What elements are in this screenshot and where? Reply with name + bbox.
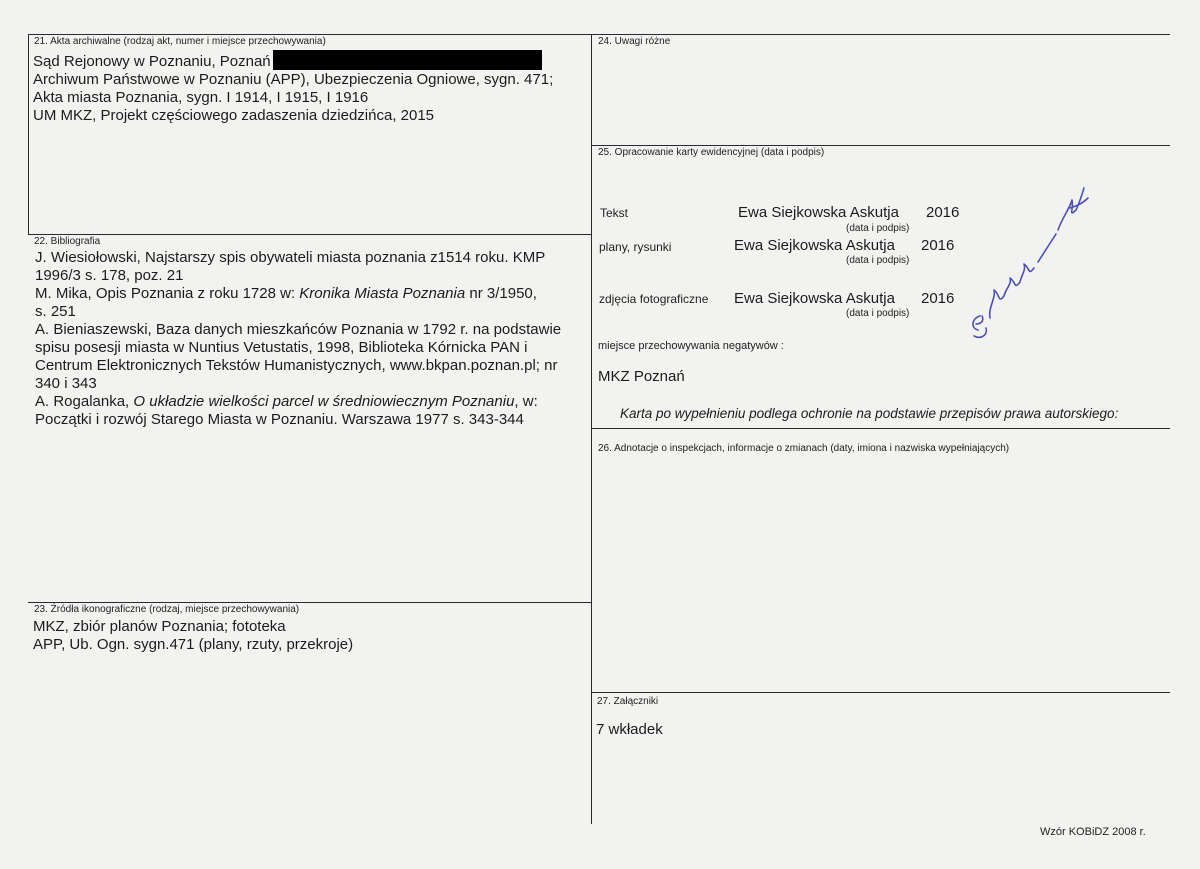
- rule-21-22: [28, 234, 591, 235]
- row-text-name: Tekst: [600, 206, 629, 220]
- field-22-label: 22. Bibliografia: [34, 236, 101, 247]
- row-drawings-hint: (data i podpis): [846, 255, 910, 266]
- iconographic-line-1: MKZ, zbiór planów Poznania; fototeka: [33, 618, 286, 635]
- bib-entry-4-title: O układzie wielkości parcel w średniowiecznym Poznaniu: [133, 393, 515, 410]
- row-drawings-name: plany, rysunki: [599, 240, 672, 254]
- rule-26-27: [591, 692, 1170, 693]
- field-23-content: [33, 618, 588, 654]
- field-21-content: [33, 50, 588, 125]
- bib-entry-1-line-1: J. Wiesiołowski, Najstarszy spis obywateli miasta poznania z1514 roku. KMP: [35, 249, 546, 266]
- attachments-value: 7 wkładek: [596, 721, 663, 738]
- negatives-label: miejsce przechowywania negatywów :: [598, 340, 784, 352]
- bib-entry-2-issue: nr 3/1950,: [465, 285, 537, 302]
- bib-entry-3-line-2: spisu posesji miasta w Nuntius Vetustatis, 1998, Biblioteka Kórnicka PAN i: [35, 339, 528, 356]
- left-border: [28, 34, 29, 234]
- row-drawings-value: Ewa Siejkowska Askutja: [734, 237, 895, 254]
- bib-entry-4-suffix: , w:: [514, 393, 538, 410]
- bib-entry-4-author: A. Rogalanka,: [35, 393, 134, 410]
- row-drawings-year: 2016: [921, 237, 955, 254]
- row-text-value: Ewa Siejkowska Askutja: [738, 204, 899, 221]
- rule-24-25: [591, 145, 1170, 146]
- bib-entry-2-line-1: [35, 285, 590, 303]
- archive-line-1: Archiwum Państwowe w Poznaniu (APP), Ubezpieczenia Ogniowe, sygn. 471;: [33, 71, 554, 88]
- bib-entry-3-line-1: A. Bieniaszewski, Baza danych mieszkańców Poznania w 1792 r. na podstawie: [35, 321, 562, 338]
- archive-line-3: UM MKZ, Projekt częściowego zadaszenia dziedzińca, 2015: [33, 107, 435, 124]
- bib-entry-1-line-2: 1996/3 s. 178, poz. 21: [35, 267, 184, 284]
- row-photos-year: 2016: [921, 290, 955, 307]
- field-27-label: 27. Załączniki: [597, 696, 659, 707]
- bib-entry-2-author: M. Mika, Opis Poznania z roku 1728 w:: [35, 285, 300, 302]
- rule-22-23: [28, 602, 591, 603]
- copyright-notice: Karta po wypełnieniu podlega ochronie na podstawie przepisów prawa autorskiego:: [620, 406, 1119, 421]
- field-26-label: 26. Adnotacje o inspekcjach, informacje o zmianach (daty, imiona i nazwiska wypełniających): [598, 443, 1010, 454]
- bib-entry-4-line-2: Początki i rozwój Starego Miasta w Poznaniu. Warszawa 1977 s. 343-344: [35, 411, 524, 428]
- form-template-footer: Wzór KOBiDZ 2008 r.: [1040, 826, 1146, 838]
- row-text-hint: (data i podpis): [846, 223, 910, 234]
- row-text-year: 2016: [926, 204, 960, 221]
- negatives-value: MKZ Poznań: [598, 368, 685, 385]
- field-24-label: 24. Uwagi różne: [598, 36, 671, 47]
- bib-entry-2-title: Kronika Miasta Poznania: [299, 285, 466, 302]
- iconographic-line-2: APP, Ub. Ogn. sygn.471 (plany, rzuty, przekroje): [33, 636, 354, 653]
- redaction-bar: [273, 50, 542, 70]
- center-divider: [591, 34, 592, 824]
- row-photos-value: Ewa Siejkowska Askutja: [734, 290, 895, 307]
- row-photos-name: zdjęcia fotograficzne: [599, 292, 709, 306]
- archive-line-2: Akta miasta Poznania, sygn. I 1914, I 1915, I 1916: [33, 89, 369, 106]
- field-21-label: 21. Akta archiwalne (rodzaj akt, numer i miejsce przechowywania): [34, 36, 326, 47]
- bib-entry-2-line-2: s. 251: [35, 303, 76, 320]
- top-rule: [28, 34, 1170, 35]
- row-photos-hint: (data i podpis): [846, 308, 910, 319]
- bib-entry-4-line-1: [35, 393, 590, 411]
- bib-entry-3-line-4: 340 i 343: [35, 375, 97, 392]
- field-23-label: 23. Źródła ikonograficzne (rodzaj, miejsce przechowywania): [34, 604, 300, 615]
- field-25-label: 25. Opracowanie karty ewidencyjnej (data i podpis): [598, 147, 825, 158]
- bib-entry-3-line-3: Centrum Elektronicznych Tekstów Humanistycznych, www.bkpan.poznan.pl; nr: [35, 357, 558, 374]
- signature-image: [960, 178, 1095, 348]
- rule-25-26: [591, 428, 1170, 429]
- bibliography-list: [35, 249, 590, 429]
- court-text: Sąd Rejonowy w Poznaniu, Poznań: [33, 53, 271, 70]
